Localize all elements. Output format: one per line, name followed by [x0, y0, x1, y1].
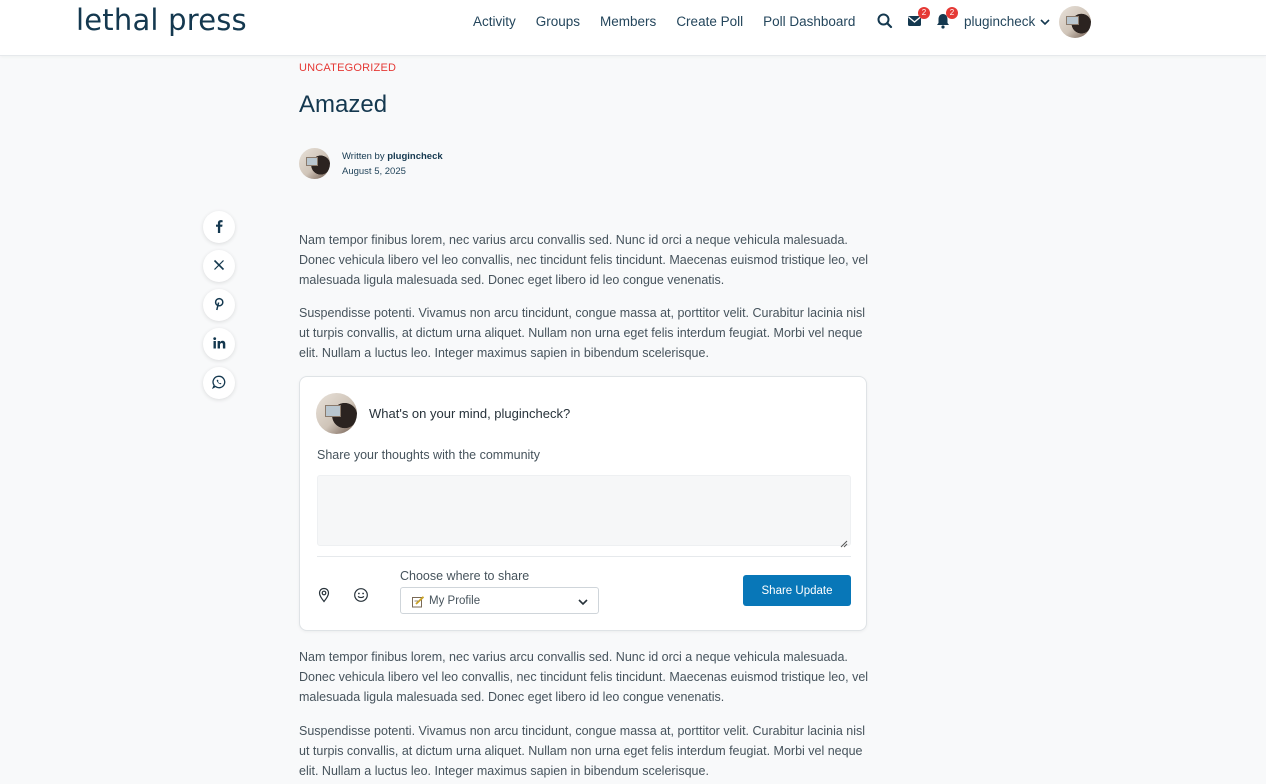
post-category[interactable]: UNCATEGORIZED	[299, 62, 397, 74]
pinterest-icon	[213, 297, 225, 314]
nav-create-poll[interactable]: Create Poll	[676, 14, 744, 29]
location-pin-icon[interactable]	[316, 587, 332, 603]
notifications-badge: 2	[946, 7, 958, 19]
composer-divider	[317, 556, 851, 557]
user-menu-name[interactable]: plugincheck	[964, 14, 1036, 29]
post-paragraph: Nam tempor finibus lorem, nec varius arcu convallis sed. Nunc id orci a neque vehicula malesuada. Donec vehicula libero vel leo convallis, nec tincidunt felis tincidunt. Maecenas euismod tristique leo, vel malesuada ligula malesuada sed. Donec eget libero id leo congue venenatis.	[299, 650, 869, 704]
main-nav	[473, 14, 875, 29]
post-paragraph: Suspendisse potenti. Vivamus non arcu tincidunt, congue massa at, porttitor velit. Curabitur lacinia nisl ut turpis convallis, at dictum urna aliquet. Nullam non urna eget felis interdum feugiat. Morbi vel neque elit. Nullam a luctus leo. Integer maximus sapien in bibendum scelerisque.	[299, 724, 866, 778]
search-icon[interactable]	[876, 12, 894, 30]
post-title: Amazed	[299, 91, 388, 118]
linkedin-icon	[213, 337, 226, 352]
chevron-down-icon	[577, 595, 589, 607]
share-pinterest-button[interactable]	[203, 289, 235, 321]
facebook-icon	[213, 219, 225, 236]
x-icon	[213, 259, 225, 274]
nav-groups[interactable]: Groups	[535, 14, 581, 29]
whatsapp-icon	[212, 375, 226, 392]
resize-handle-icon[interactable]	[840, 535, 848, 543]
share-linkedin-button[interactable]	[203, 328, 235, 360]
author-avatar[interactable]	[299, 148, 330, 179]
post-author-link[interactable]: plugincheck	[387, 151, 443, 162]
messages-icon[interactable]	[906, 8, 927, 30]
share-update-button[interactable]: Share Update	[743, 575, 851, 606]
composer-avatar	[316, 393, 357, 434]
messages-badge: 2	[918, 7, 930, 19]
composer-label: Share your thoughts with the community	[317, 448, 541, 462]
share-whatsapp-button[interactable]	[203, 367, 235, 399]
nav-members[interactable]: Members	[600, 14, 657, 29]
profile-edit-icon	[412, 595, 425, 607]
bell-icon[interactable]	[934, 8, 955, 30]
share-destination-value: My Profile	[429, 595, 481, 607]
activity-composer	[299, 376, 867, 631]
share-destination-label: Choose where to share	[400, 569, 530, 583]
composer-textarea[interactable]	[317, 475, 851, 546]
site-header	[0, 0, 1266, 56]
site-logo[interactable]: lethal press	[76, 3, 247, 37]
post-paragraph: Suspendisse potenti. Vivamus non arcu tincidunt, congue massa at, porttitor velit. Curabitur lacinia nisl ut turpis convallis, at dictum urna aliquet. Nullam non urna eget felis interdum feugiat. Morbi vel neque elit. Nullam a luctus leo. Integer maximus sapien in bibendum scelerisque.	[299, 306, 866, 360]
share-destination-select[interactable]	[400, 587, 599, 614]
nav-activity[interactable]: Activity	[473, 14, 516, 29]
composer-prompt: What's on your mind, plugincheck?	[369, 406, 571, 421]
chevron-down-icon[interactable]	[1038, 15, 1052, 29]
emoji-icon[interactable]	[353, 587, 369, 603]
written-by-label: Written by	[342, 151, 385, 162]
header-avatar[interactable]	[1059, 6, 1091, 38]
post-date: August 5, 2025	[342, 166, 406, 177]
nav-poll-dashboard[interactable]: Poll Dashboard	[763, 14, 856, 29]
post-byline	[342, 151, 443, 162]
share-facebook-button[interactable]	[203, 211, 235, 243]
share-x-button[interactable]	[203, 250, 235, 282]
post-paragraph: Nam tempor finibus lorem, nec varius arcu convallis sed. Nunc id orci a neque vehicula malesuada. Donec vehicula libero vel leo convallis, nec tincidunt felis tincidunt. Maecenas euismod tristique leo, vel malesuada ligula malesuada sed. Donec eget libero id leo congue venenatis.	[299, 233, 869, 287]
